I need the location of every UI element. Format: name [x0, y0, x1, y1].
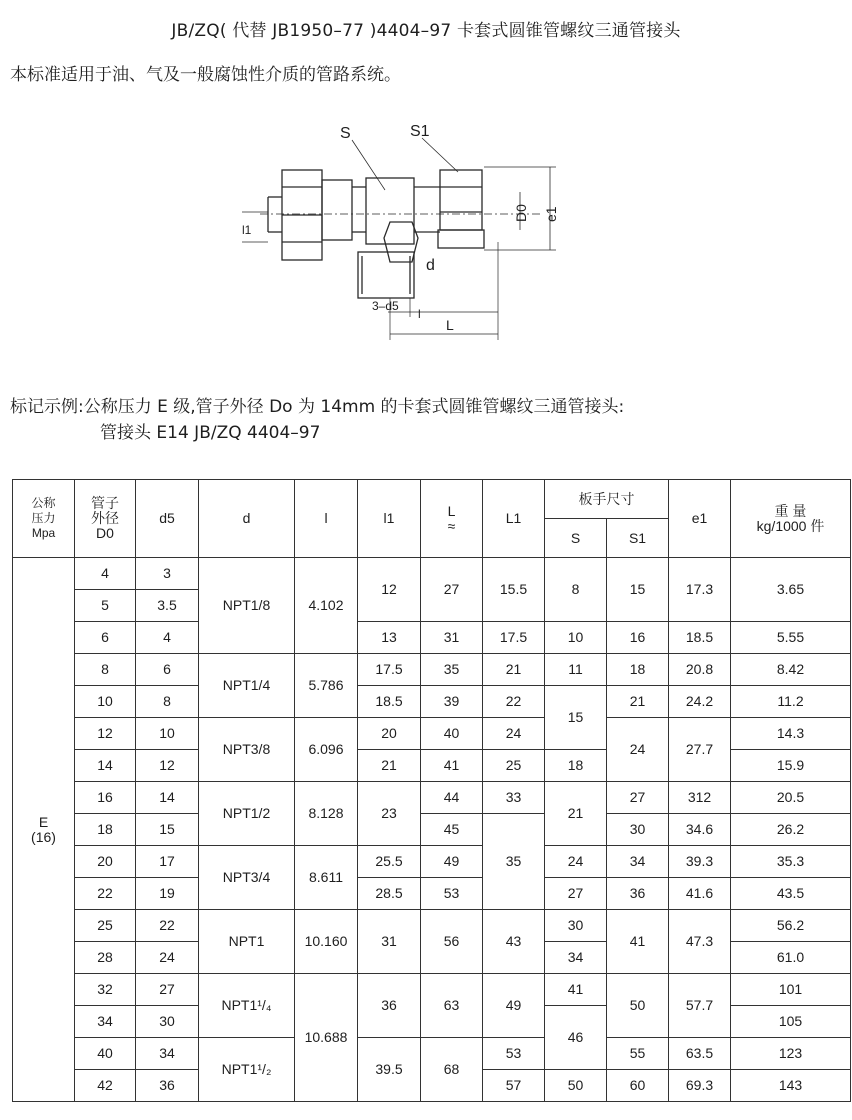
marking-code: 管接头 E14 JB/ZQ 4404–97 — [100, 423, 321, 443]
table-cell: 21 — [607, 686, 669, 718]
table-row — [13, 654, 851, 686]
table-cell: 10 — [545, 622, 607, 654]
fitting-drawing — [240, 112, 580, 362]
table-cell: 36 — [607, 878, 669, 910]
label-s1: S1 — [410, 123, 430, 140]
table-cell: 27 — [607, 782, 669, 814]
label-s: S — [340, 125, 351, 142]
table-cell: 10.688 — [295, 974, 358, 1102]
table-cell: 8 — [75, 654, 136, 686]
label-d: d — [426, 257, 435, 274]
header-L: L ≈ — [421, 480, 483, 558]
table-cell: 60 — [607, 1070, 669, 1102]
table-cell: 35.3 — [731, 846, 851, 878]
header-d0: 管子 外径 D0 — [75, 480, 136, 558]
table-cell: 44 — [421, 782, 483, 814]
table-row — [13, 622, 851, 654]
table-cell: 27 — [545, 878, 607, 910]
table-cell: 11 — [545, 654, 607, 686]
table-cell: 31 — [358, 910, 421, 974]
table-row — [13, 718, 851, 750]
table-cell: NPT1/4 — [199, 654, 295, 718]
table-cell: 39 — [421, 686, 483, 718]
header-weight: 重 量 kg/1000 件 — [731, 480, 851, 558]
table-cell: 25 — [483, 750, 545, 782]
table-cell: 33 — [483, 782, 545, 814]
table-cell: 19 — [136, 878, 199, 910]
table-cell: 34.6 — [669, 814, 731, 846]
table-cell: 8.611 — [295, 846, 358, 910]
table-cell: 21 — [545, 782, 607, 846]
table-cell: 4 — [75, 558, 136, 590]
table-cell: 8.128 — [295, 782, 358, 846]
table-cell: 50 — [607, 974, 669, 1038]
table-cell: 53 — [421, 878, 483, 910]
table-cell: 17 — [136, 846, 199, 878]
table-cell: 8 — [545, 558, 607, 622]
table-cell: 16 — [607, 622, 669, 654]
table-cell: 3 — [136, 558, 199, 590]
header-e1: e1 — [669, 480, 731, 558]
table-cell: 18 — [607, 654, 669, 686]
table-row — [13, 974, 851, 1006]
table-cell: 15.9 — [731, 750, 851, 782]
table-row — [13, 558, 851, 590]
table-cell: 45 — [421, 814, 483, 846]
table-cell: 101 — [731, 974, 851, 1006]
table-cell: 43 — [483, 910, 545, 974]
table-row — [13, 1038, 851, 1070]
table-cell: 12 — [358, 558, 421, 622]
table-row — [13, 782, 851, 814]
table-cell: 17.3 — [669, 558, 731, 622]
table-cell: 30 — [545, 910, 607, 942]
table-cell: 21 — [358, 750, 421, 782]
table-cell: 5 — [75, 590, 136, 622]
table-cell: 32 — [75, 974, 136, 1006]
table-cell: 69.3 — [669, 1070, 731, 1102]
table-cell: 15.5 — [483, 558, 545, 622]
marking-example: 标记示例:公称压力 E 级,管子外径 Do 为 14mm 的卡套式圆锥管螺纹三通管接头: — [10, 397, 625, 417]
table-cell: NPT1/2 — [199, 782, 295, 846]
table-cell: 35 — [421, 654, 483, 686]
table-cell: 15 — [136, 814, 199, 846]
table-cell: 14 — [75, 750, 136, 782]
table-cell: 41 — [421, 750, 483, 782]
table-cell: 30 — [136, 1006, 199, 1038]
table-cell: 41 — [607, 910, 669, 974]
table-cell: 40 — [421, 718, 483, 750]
table-cell: 105 — [731, 1006, 851, 1038]
header-wrench: 板手尺寸 — [545, 480, 669, 519]
table-cell: 56.2 — [731, 910, 851, 942]
table-cell: 39.5 — [358, 1038, 421, 1102]
pressure-cell: E (16) — [13, 558, 75, 1102]
table-cell: 18.5 — [669, 622, 731, 654]
table-row — [13, 878, 851, 910]
table-cell: 312 — [669, 782, 731, 814]
table-cell: 39.3 — [669, 846, 731, 878]
header-l: l — [295, 480, 358, 558]
table-row — [13, 814, 851, 846]
table-cell: 5.786 — [295, 654, 358, 718]
table-cell: 3.65 — [731, 558, 851, 622]
table-cell: NPT1/8 — [199, 558, 295, 654]
table-cell: 24 — [136, 942, 199, 974]
table-cell: 41 — [545, 974, 607, 1006]
document-title: JB/ZQ( 代替 JB1950–77 )4404–97 卡套式圆锥管螺纹三通管接头 — [171, 21, 681, 41]
table-cell: 35 — [483, 814, 545, 910]
table-cell: 4.102 — [295, 558, 358, 654]
table-cell: 63.5 — [669, 1038, 731, 1070]
table-cell: 22 — [75, 878, 136, 910]
table-row — [13, 846, 851, 878]
table-cell: 50 — [545, 1070, 607, 1102]
threaded-stem — [358, 252, 414, 298]
table-cell: 36 — [136, 1070, 199, 1102]
label-d5: 3–d5 — [372, 299, 399, 313]
table-cell: 47.3 — [669, 910, 731, 974]
table-cell: 13 — [358, 622, 421, 654]
table-cell: NPT1¹/₂ — [199, 1038, 295, 1102]
table-cell: 34 — [607, 846, 669, 878]
table-cell: 57 — [483, 1070, 545, 1102]
header-L1: L1 — [483, 480, 545, 558]
table-cell: 40 — [75, 1038, 136, 1070]
table-cell: 17.5 — [358, 654, 421, 686]
header-s1: S1 — [607, 519, 669, 558]
label-l: l — [418, 307, 421, 321]
table-cell: 28 — [75, 942, 136, 974]
table-cell: 63 — [421, 974, 483, 1038]
table-cell: 36 — [358, 974, 421, 1038]
table-cell: 24 — [483, 718, 545, 750]
table-cell: 3.5 — [136, 590, 199, 622]
table-cell: 20 — [358, 718, 421, 750]
table-cell: 20.5 — [731, 782, 851, 814]
table-cell: 6.096 — [295, 718, 358, 782]
table-cell: 10 — [75, 686, 136, 718]
header-pressure: 公称 压力 Mpa — [13, 480, 75, 558]
table-cell: NPT1¹/₄ — [199, 974, 295, 1038]
table-cell: 14 — [136, 782, 199, 814]
label-d0: D0 — [513, 204, 529, 222]
table-cell: 16 — [75, 782, 136, 814]
table-row — [13, 686, 851, 718]
table-cell: 24 — [607, 718, 669, 782]
table-cell: 57.7 — [669, 974, 731, 1038]
table-cell: 22 — [483, 686, 545, 718]
label-e1: e1 — [543, 206, 559, 222]
table-cell: 34 — [75, 1006, 136, 1038]
table-cell: 6 — [75, 622, 136, 654]
table-cell: 49 — [483, 974, 545, 1038]
table-cell: 61.0 — [731, 942, 851, 974]
header-d: d — [199, 480, 295, 558]
right-nut — [440, 170, 482, 230]
table-cell: 20.8 — [669, 654, 731, 686]
table-cell: 41.6 — [669, 878, 731, 910]
table-cell: 27.7 — [669, 718, 731, 782]
table-cell: 6 — [136, 654, 199, 686]
table-cell: 42 — [75, 1070, 136, 1102]
table-cell: 23 — [358, 782, 421, 846]
table-row — [13, 910, 851, 942]
table-cell: 143 — [731, 1070, 851, 1102]
table-cell: 24.2 — [669, 686, 731, 718]
table-cell: 11.2 — [731, 686, 851, 718]
table-cell: 17.5 — [483, 622, 545, 654]
label-l1: l1 — [242, 223, 252, 237]
table-cell: 14.3 — [731, 718, 851, 750]
table-cell: 4 — [136, 622, 199, 654]
table-cell: 24 — [545, 846, 607, 878]
table-cell: 12 — [136, 750, 199, 782]
table-cell: 8.42 — [731, 654, 851, 686]
table-cell: 28.5 — [358, 878, 421, 910]
table-cell: 25.5 — [358, 846, 421, 878]
table-cell: 53 — [483, 1038, 545, 1070]
table-cell: 26.2 — [731, 814, 851, 846]
table-cell: 15 — [607, 558, 669, 622]
table-cell: 10.160 — [295, 910, 358, 974]
table-cell: 123 — [731, 1038, 851, 1070]
table-cell: 49 — [421, 846, 483, 878]
table-cell: 34 — [136, 1038, 199, 1070]
header-s: S — [545, 519, 607, 558]
table-cell: 34 — [545, 942, 607, 974]
label-L: L — [446, 317, 454, 333]
table-cell: 18 — [75, 814, 136, 846]
table-cell: 18.5 — [358, 686, 421, 718]
table-cell: 8 — [136, 686, 199, 718]
table-cell: 20 — [75, 846, 136, 878]
table-cell: 5.55 — [731, 622, 851, 654]
header-l1: l1 — [358, 480, 421, 558]
table-cell: 43.5 — [731, 878, 851, 910]
table-cell: 21 — [483, 654, 545, 686]
table-cell: 22 — [136, 910, 199, 942]
table-cell: 56 — [421, 910, 483, 974]
table-cell: 30 — [607, 814, 669, 846]
table-cell: 55 — [607, 1038, 669, 1070]
table-cell: 31 — [421, 622, 483, 654]
table-cell: 12 — [75, 718, 136, 750]
table-cell: NPT1 — [199, 910, 295, 974]
scope-text: 本标准适用于油、气及一般腐蚀性介质的管路系统。 — [10, 65, 401, 85]
table-cell: 68 — [421, 1038, 483, 1102]
dimension-table — [12, 479, 851, 1102]
table-cell: 18 — [545, 750, 607, 782]
header-d5: d5 — [136, 480, 199, 558]
table-cell: 46 — [545, 1006, 607, 1070]
tee-body — [366, 178, 414, 244]
table-cell: NPT3/8 — [199, 718, 295, 782]
table-cell: 25 — [75, 910, 136, 942]
table-cell: 10 — [136, 718, 199, 750]
table-cell: 15 — [545, 686, 607, 750]
table-cell: 27 — [136, 974, 199, 1006]
table-cell: 27 — [421, 558, 483, 622]
table-cell: NPT3/4 — [199, 846, 295, 910]
